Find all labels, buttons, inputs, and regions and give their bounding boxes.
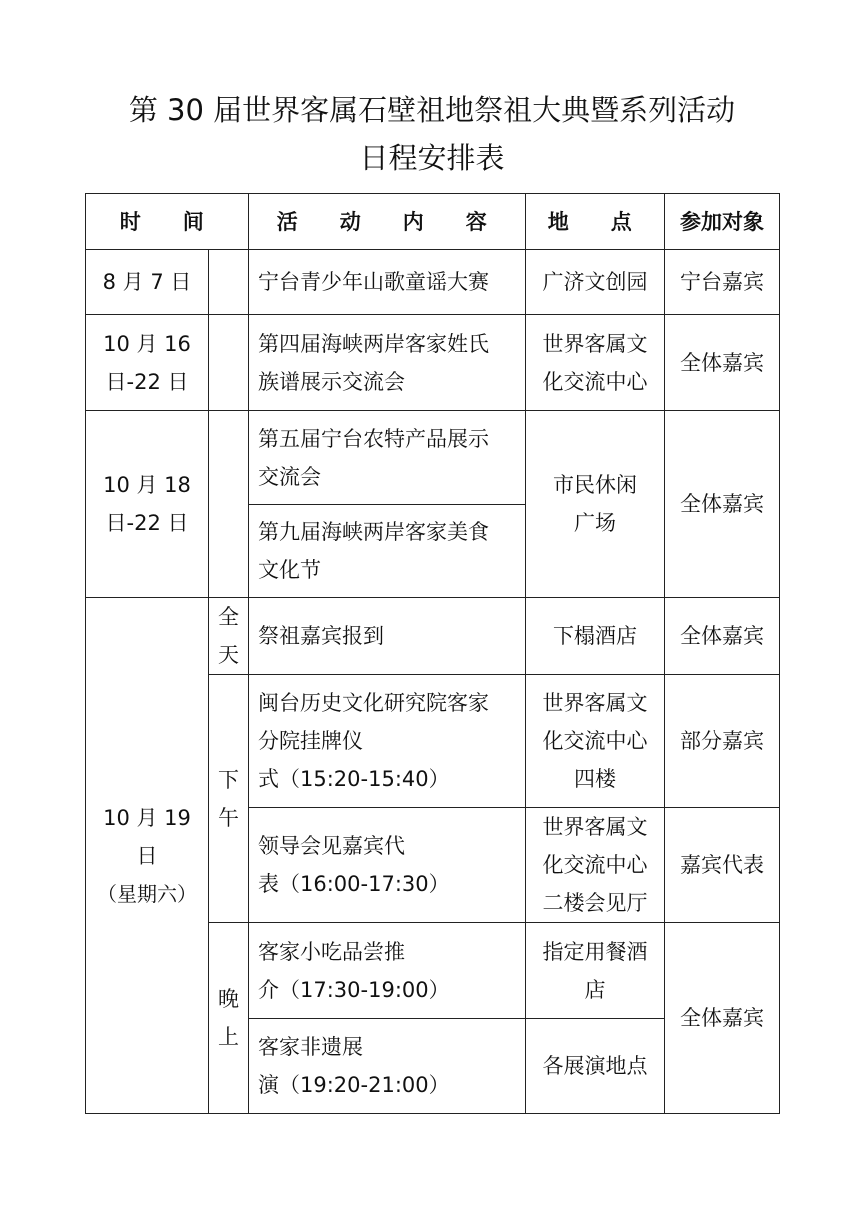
document-subtitle: 日程安排表 <box>359 141 505 175</box>
activity-line: 表（16:00-17:30） <box>258 872 450 896</box>
activity-line: 客家小吃品尝推 <box>258 939 405 964</box>
date-line: 日-22 日 <box>105 511 189 535</box>
place-line: 世界客属文 <box>542 691 648 715</box>
audience-cell: 全体嘉宾 <box>665 598 780 675</box>
period-char: 晚 <box>218 987 239 1011</box>
activity-cell <box>249 315 526 411</box>
table-row <box>86 250 780 315</box>
header-content: 活 动 内 容 <box>249 194 526 250</box>
header-time: 时 间 <box>86 194 249 250</box>
activity-cell <box>249 675 526 808</box>
period-char: 天 <box>218 643 239 667</box>
schedule-table <box>85 193 780 1114</box>
activity-line: 领导会见嘉宾代 <box>258 834 405 858</box>
activity-line: 第四届海峡两岸客家姓氏 <box>258 331 489 356</box>
place-line: 指定用餐酒 <box>542 939 648 964</box>
activity-cell <box>249 505 526 598</box>
activity-line: 分院挂牌仪 <box>258 729 363 753</box>
place-cell: 广济文创园 <box>526 250 665 315</box>
activity-line: 交流会 <box>258 464 321 489</box>
period-allday <box>209 598 249 675</box>
place-line: 店 <box>584 977 606 1002</box>
header-place: 地 点 <box>526 194 665 250</box>
date-line: 10 月 19 <box>103 805 191 830</box>
date-line: 日 <box>136 843 158 868</box>
period-char: 下 <box>218 767 239 792</box>
date-cell: 8 月 7 日 <box>86 250 209 315</box>
audience-cell: 全体嘉宾 <box>665 923 780 1114</box>
audience-cell: 全体嘉宾 <box>665 411 780 598</box>
period-char: 午 <box>218 805 239 830</box>
place-line: 四楼 <box>574 767 616 791</box>
date-line: 10 月 16 <box>103 331 191 356</box>
period-evening <box>209 923 249 1114</box>
weekday-line: （星期六） <box>97 881 197 906</box>
activity-cell <box>249 1019 526 1114</box>
period-afternoon <box>209 675 249 923</box>
audience-cell: 部分嘉宾 <box>665 675 780 808</box>
place-cell <box>526 411 665 598</box>
place-line: 市民休闲 <box>553 473 637 497</box>
place-line: 化交流中心 <box>542 369 648 394</box>
place-cell: 下榻酒店 <box>526 598 665 675</box>
document-title: 第 30 届世界客属石壁祖地祭祖大典暨系列活动 <box>128 93 736 127</box>
audience-cell: 宁台嘉宾 <box>665 250 780 315</box>
header-row <box>86 194 780 250</box>
activity-line: 闽台历史文化研究院客家 <box>258 691 489 715</box>
activity-line: 客家非遗展 <box>258 1035 363 1059</box>
date-cell <box>86 411 209 598</box>
audience-cell: 全体嘉宾 <box>665 315 780 411</box>
place-cell <box>526 315 665 411</box>
table-row <box>86 315 780 411</box>
date-cell <box>86 598 209 1114</box>
activity-cell <box>249 923 526 1019</box>
activity-cell: 宁台青少年山歌童谣大赛 <box>249 250 526 315</box>
place-cell: 各展演地点 <box>526 1019 665 1114</box>
date-cell <box>86 315 209 411</box>
place-line: 广场 <box>574 511 616 535</box>
empty-cell <box>209 250 249 315</box>
place-cell <box>526 675 665 808</box>
place-cell <box>526 808 665 923</box>
activity-line: 演（19:20-21:00） <box>258 1073 450 1097</box>
activity-cell <box>249 808 526 923</box>
place-line: 世界客属文 <box>542 815 648 839</box>
activity-line: 第九届海峡两岸客家美食 <box>258 520 489 544</box>
activity-line: 式（15:20-15:40） <box>258 767 450 791</box>
empty-cell <box>209 411 249 598</box>
place-line: 世界客属文 <box>542 331 648 356</box>
empty-cell <box>209 315 249 411</box>
place-line: 化交流中心 <box>542 853 648 877</box>
place-line: 化交流中心 <box>542 729 648 753</box>
activity-line: 第五届宁台农特产品展示 <box>258 426 489 451</box>
table-row <box>86 411 780 505</box>
activity-cell: 祭祖嘉宾报到 <box>249 598 526 675</box>
table-row <box>86 598 780 675</box>
period-char: 上 <box>218 1025 239 1049</box>
activity-line: 文化节 <box>258 558 321 582</box>
date-line: 10 月 18 <box>103 473 191 497</box>
audience-cell: 嘉宾代表 <box>665 808 780 923</box>
activity-cell <box>249 411 526 505</box>
period-char: 全 <box>218 605 239 629</box>
date-line: 日-22 日 <box>105 369 189 394</box>
header-audience: 参加对象 <box>665 194 780 250</box>
place-cell <box>526 923 665 1019</box>
activity-line: 介（17:30-19:00） <box>258 977 450 1002</box>
activity-line: 族谱展示交流会 <box>258 369 405 394</box>
place-line: 二楼会见厅 <box>542 891 648 915</box>
